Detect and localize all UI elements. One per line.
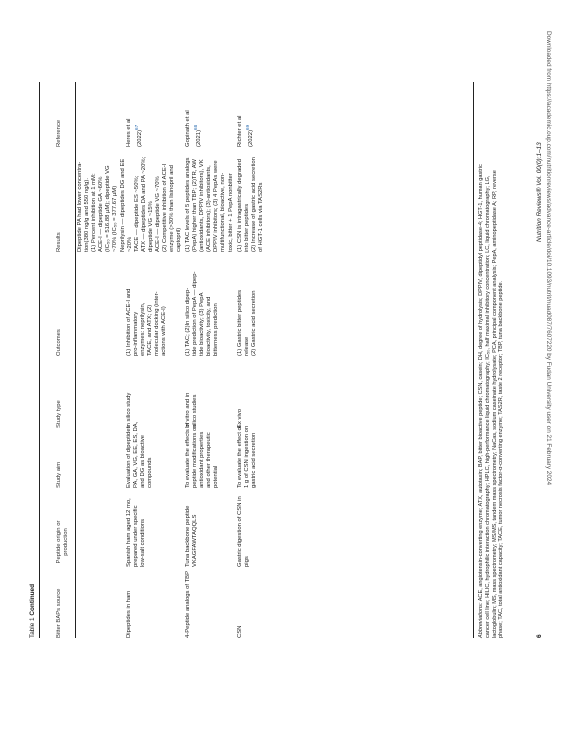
citation-link[interactable]: 69 — [245, 124, 251, 130]
row3-origin — [237, 496, 251, 567]
row3-type — [237, 409, 244, 428]
cell-line: (2) Competitive inhibition of ACE-I — [162, 163, 169, 252]
footnote-line: lactoglobulin; MS, mass spectrometry; MS/MS, tandem mass spectrometry; NaCas, sodium caseinate hydrolysate; PCA, principal component analysis; PepA, aminopeptidase A; RP, reverse — [491, 170, 498, 638]
cell-line: antioxidant properties — [199, 431, 206, 488]
cell-line: (IC₅₀ = 516.88 µM); dipeptide VG — [105, 165, 112, 252]
top-rule — [39, 82, 40, 638]
cell-line: gastric acid secretion — [251, 432, 258, 488]
cell-line: (2) Increase of gastric acid secretion — [251, 157, 258, 252]
row3-results — [237, 157, 265, 252]
cell-line: (1) TAC; (2)In silico dipep- — [185, 287, 191, 356]
row2-origin — [185, 506, 199, 567]
cell-line: (2021) — [196, 129, 203, 147]
row1-reference — [126, 119, 144, 147]
cell-line: ~20% — [126, 236, 133, 252]
cell-line: tide bioactivity; (3) PepA — [199, 292, 206, 356]
row3-outcomes — [237, 290, 258, 356]
cell-line: ~70% (IC₅₀ = 377.67 µM) — [112, 185, 119, 252]
cell-line: Richter et al — [237, 115, 243, 147]
cell-line: low-salt conditions — [140, 518, 147, 567]
row1-outcomes — [126, 289, 169, 356]
cell-line: In silico study — [126, 392, 132, 428]
row3-reference — [237, 116, 255, 147]
row2-results — [185, 158, 235, 252]
cell-line: Gopinath et al — [185, 110, 191, 147]
header-source: Bitter BAPs source — [56, 588, 62, 638]
header-reference: Reference — [56, 119, 62, 147]
cell-line: (1) Percent inhibition at 1 mM: — [91, 173, 98, 252]
table-label: Table 1 — [29, 617, 36, 638]
row2-aim — [185, 423, 220, 488]
cell-line: and other therapeutic — [206, 432, 213, 488]
abbreviations-footnote — [478, 82, 505, 638]
header-outcomes: Outcomes — [56, 329, 62, 356]
cell-line: of HGT-1 cells via TAS2Rs — [258, 182, 265, 252]
cell-line: DPPIV inhibitors; (3) 4 PepAs were — [213, 160, 220, 252]
cell-line: VKAGFAWTAQQLS — [192, 514, 199, 567]
cell-line: dipeptide VG ~15% — [147, 201, 154, 252]
cell-line: bitterness prediction — [213, 303, 220, 356]
cell-line: Dipeptide PA had lower concentra- — [77, 161, 83, 252]
cell-line: (2022) — [248, 129, 255, 147]
cell-line: into bitter peptides — [244, 203, 251, 252]
cell-line: peptide modifications on — [192, 424, 199, 488]
cell-line: 1 g of CSN ingestion on — [244, 425, 251, 488]
cell-line: (2) Gastric acid secretion — [251, 290, 258, 356]
cell-line: actions with ACE-I) — [161, 306, 168, 356]
cell-line: TACE — dipeptide ES ~50%; — [133, 175, 140, 252]
row1-type — [126, 393, 133, 428]
citation-link[interactable]: 67 — [134, 124, 140, 130]
row1-source — [126, 591, 133, 638]
cell-line: 4-Peptide analogs of TBP — [185, 570, 191, 638]
header-origin — [56, 517, 70, 567]
bottom-rule — [473, 82, 474, 638]
footnote-line: cancer cell line; HILIC, hydrophilic interaction chromatography; HPLC, high-performance liquid chromatography; IC₅₀, half maximal inhibitory concentration; LC, liquid chromatography; LG, — [484, 175, 491, 638]
cell-line: pigs — [244, 556, 251, 567]
cell-line: (1) Gastric bitter peptides — [237, 289, 243, 356]
journal-footer: Nutrition Reviews® Vol. 00(0):1–13 — [536, 142, 543, 242]
cell-line: (ACE inhibitors); (3)-antioxidants, — [206, 165, 213, 252]
cell-line: enzymes: neprilysin, — [140, 302, 147, 356]
cell-line: ATX — dipeptides DA and PA ~20%; — [140, 156, 147, 252]
cell-line: bioactivity, toxicity, and — [206, 296, 213, 356]
header-origin-line: production — [63, 528, 69, 556]
table-status: Continued — [29, 584, 36, 616]
footnote-line: ACE, angiotensin-converting enzyme; ATX, autotaxin; BAP, bitter bioactive peptide; CSN, casein; DH, degree of hydrolysis; DPPIV, dipeptidyl peptidase-4; HGT-1, human gastric — [478, 164, 484, 603]
cell-line: TACE, and ATX; (2) — [147, 304, 154, 356]
cell-line: Evaluation of dipeptides — [126, 425, 132, 488]
cell-line: release — [244, 336, 251, 356]
cell-line: To evaluate the effects of — [185, 422, 191, 488]
cell-line: (PepA) higher than TBP; (2)TR, AW — [192, 159, 199, 252]
download-watermark — [545, 31, 552, 485]
cell-line: silico studies — [192, 394, 199, 428]
cell-line: tide prediction of PepA — dipep- — [192, 271, 199, 356]
row2-outcomes — [185, 272, 220, 357]
header-aim: Study aim — [56, 461, 62, 488]
header-rule — [75, 82, 76, 638]
cell-line: Dipeptides in ham — [126, 590, 132, 638]
cell-line: Spanish ham aged 12 mo, — [126, 498, 132, 567]
cell-line: enzyme (>30% than lisinopril and — [169, 165, 176, 252]
cell-line: toxic, bitter + 1 PepA nonbitter — [227, 173, 234, 252]
download-note[interactable]: Downloaded from https://academic.oup.com/nutritionreviews/advance-article/doi/10.1093/nutrit/nuad087/7607220 by Fudan University user on 21 February 2024 — [545, 31, 552, 486]
table-caption — [29, 584, 37, 638]
cell-line: To evaluate the effect of — [237, 425, 243, 488]
page-number: 6 — [536, 634, 543, 638]
row2-type — [185, 393, 199, 428]
cell-line: CSN — [237, 625, 243, 638]
cell-line: Ex vivo — [237, 409, 243, 428]
citation-link[interactable]: 68 — [193, 124, 199, 130]
cell-line: tion(380 ng/g and 550 ng/g). — [84, 177, 91, 252]
cell-line: PA, GA, VG, EE, ES, DA, — [133, 421, 140, 488]
cell-line: (1) Inhibition of ACE-I and — [126, 288, 132, 356]
cell-line: (1) CSN is intragastrically degraded — [237, 159, 243, 252]
cell-line: and DG as bioactive — [140, 434, 147, 488]
cell-line: multifunctional, bioactive, non- — [220, 172, 227, 252]
row1-aim — [126, 422, 154, 488]
cell-line: Heres et al — [126, 118, 132, 147]
cell-line: In vitro and in — [185, 392, 191, 428]
cell-line: Neprilysin — dipeptides DG and EE — [119, 158, 126, 252]
row2-source — [185, 571, 192, 638]
cell-line: ACE-I — dipeptide GA ~60% — [98, 176, 105, 252]
cell-line: (2022) — [137, 129, 144, 147]
cell-line: captopril) — [176, 227, 183, 252]
row1-origin — [126, 498, 147, 567]
cell-line: potential — [213, 465, 220, 488]
row3-aim — [237, 426, 258, 488]
cell-line: pro-inflammatory — [133, 311, 140, 356]
cell-line: (antioxidants, DPPIV inhibitors), VK — [199, 159, 206, 252]
cell-line: ACE-I — dipeptide VG ~70% — [155, 176, 162, 252]
cell-line: Tuna backbone peptide — [185, 505, 191, 567]
header-results: Results — [56, 232, 62, 252]
cell-line: (1) TAC levels of 5 peptides analogs — [185, 157, 191, 252]
cell-line: molecular docking (inter- — [154, 291, 161, 356]
header-type: Study type — [56, 400, 62, 428]
cell-line: prepared under specific — [133, 505, 140, 567]
row2-reference — [185, 110, 203, 147]
footnote-label: Abbreviations: — [478, 602, 484, 638]
footnote-line: phase; TAC, total antioxidant capacity; TACE, tumor necrosis factor-α-converting enzyme; TAS2R, taste 2 receptor; TBP, tuna backbone peptide. — [498, 280, 505, 638]
cell-line: Gastric digestion of CSN in — [237, 496, 243, 567]
header-origin-line: Peptide origin or — [56, 520, 62, 564]
row3-source — [237, 626, 244, 638]
cell-line: compounds — [147, 457, 154, 488]
row1-results — [77, 157, 183, 252]
